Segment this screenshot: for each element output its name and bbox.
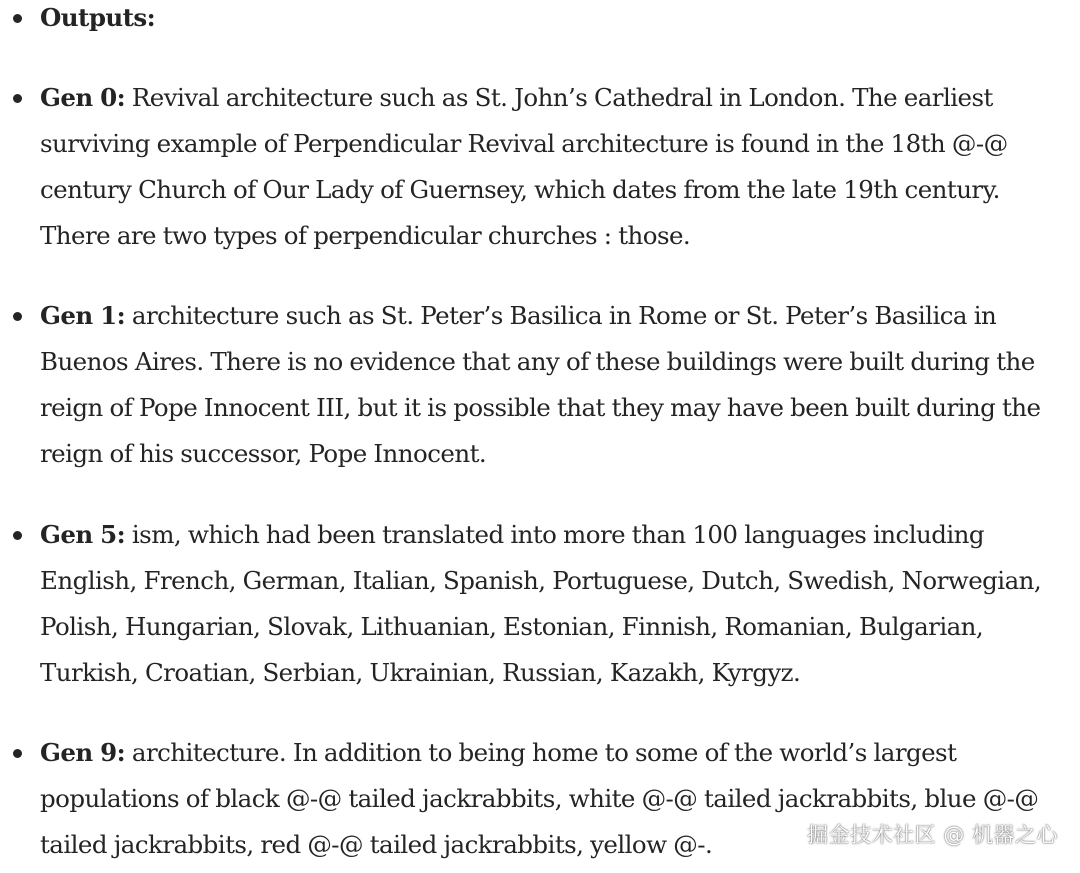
list-item-gen-0 — [0, 75, 1066, 259]
list-item-text: ism, which had been translated into more than 100 languages including English, French, German, Italian, Spanish, Portuguese, Dutch, Swedish, Norwegian, Polish, Hungarian, Slovak, Lithuanian, Estonian, Finnish, Romanian, Bulgarian, Turkish, Croatian, Serbian, Ukrainian, Russian, Kazakh, Kyrgyz. — [40, 520, 1042, 687]
list-item-heading: Gen 1: — [40, 301, 126, 330]
bullet-icon — [13, 749, 22, 758]
list-item-heading: Gen 5: — [40, 520, 126, 549]
list-item-text: architecture. In addition to being home to some of the world’s largest populations of black @-@ tailed jackrabbits, white @-@ tailed jackrabbits, blue @-@ tailed jackrabbits, red @-@ tailed jackrabbits, yellow @-. — [40, 738, 1039, 859]
list-item-heading: Gen 0: — [40, 83, 126, 112]
list-item-gen-1 — [0, 293, 1066, 477]
bullet-icon — [13, 94, 22, 103]
list-item-outputs — [0, 0, 1080, 41]
list-item-gen-5 — [0, 512, 1066, 696]
bullet-icon — [13, 312, 22, 321]
list-item-text: architecture such as St. Peter’s Basilica in Rome or St. Peter’s Basilica in Buenos Aires. There is no evidence that any of these buildings were built during the reign of Pope Innocent III, but it is possible that they may have been built during the reign of his successor, Pope Innocent. — [40, 301, 1041, 468]
list-item-text: Revival architecture such as St. John’s Cathedral in London. The earliest surviving example of Perpendicular Revival architecture is found in the 18th @-@ century Church of Our Lady of Guernsey, which dates from the late 19th century. There are two types of perpendicular churches : those. — [40, 83, 1008, 250]
bullet-icon — [13, 531, 22, 540]
list-item-heading: Outputs: — [40, 3, 156, 32]
watermark: 掘金技术社区 @ 机器之心 — [807, 823, 1058, 847]
bullet-icon — [13, 14, 22, 23]
list-item-heading: Gen 9: — [40, 738, 126, 767]
